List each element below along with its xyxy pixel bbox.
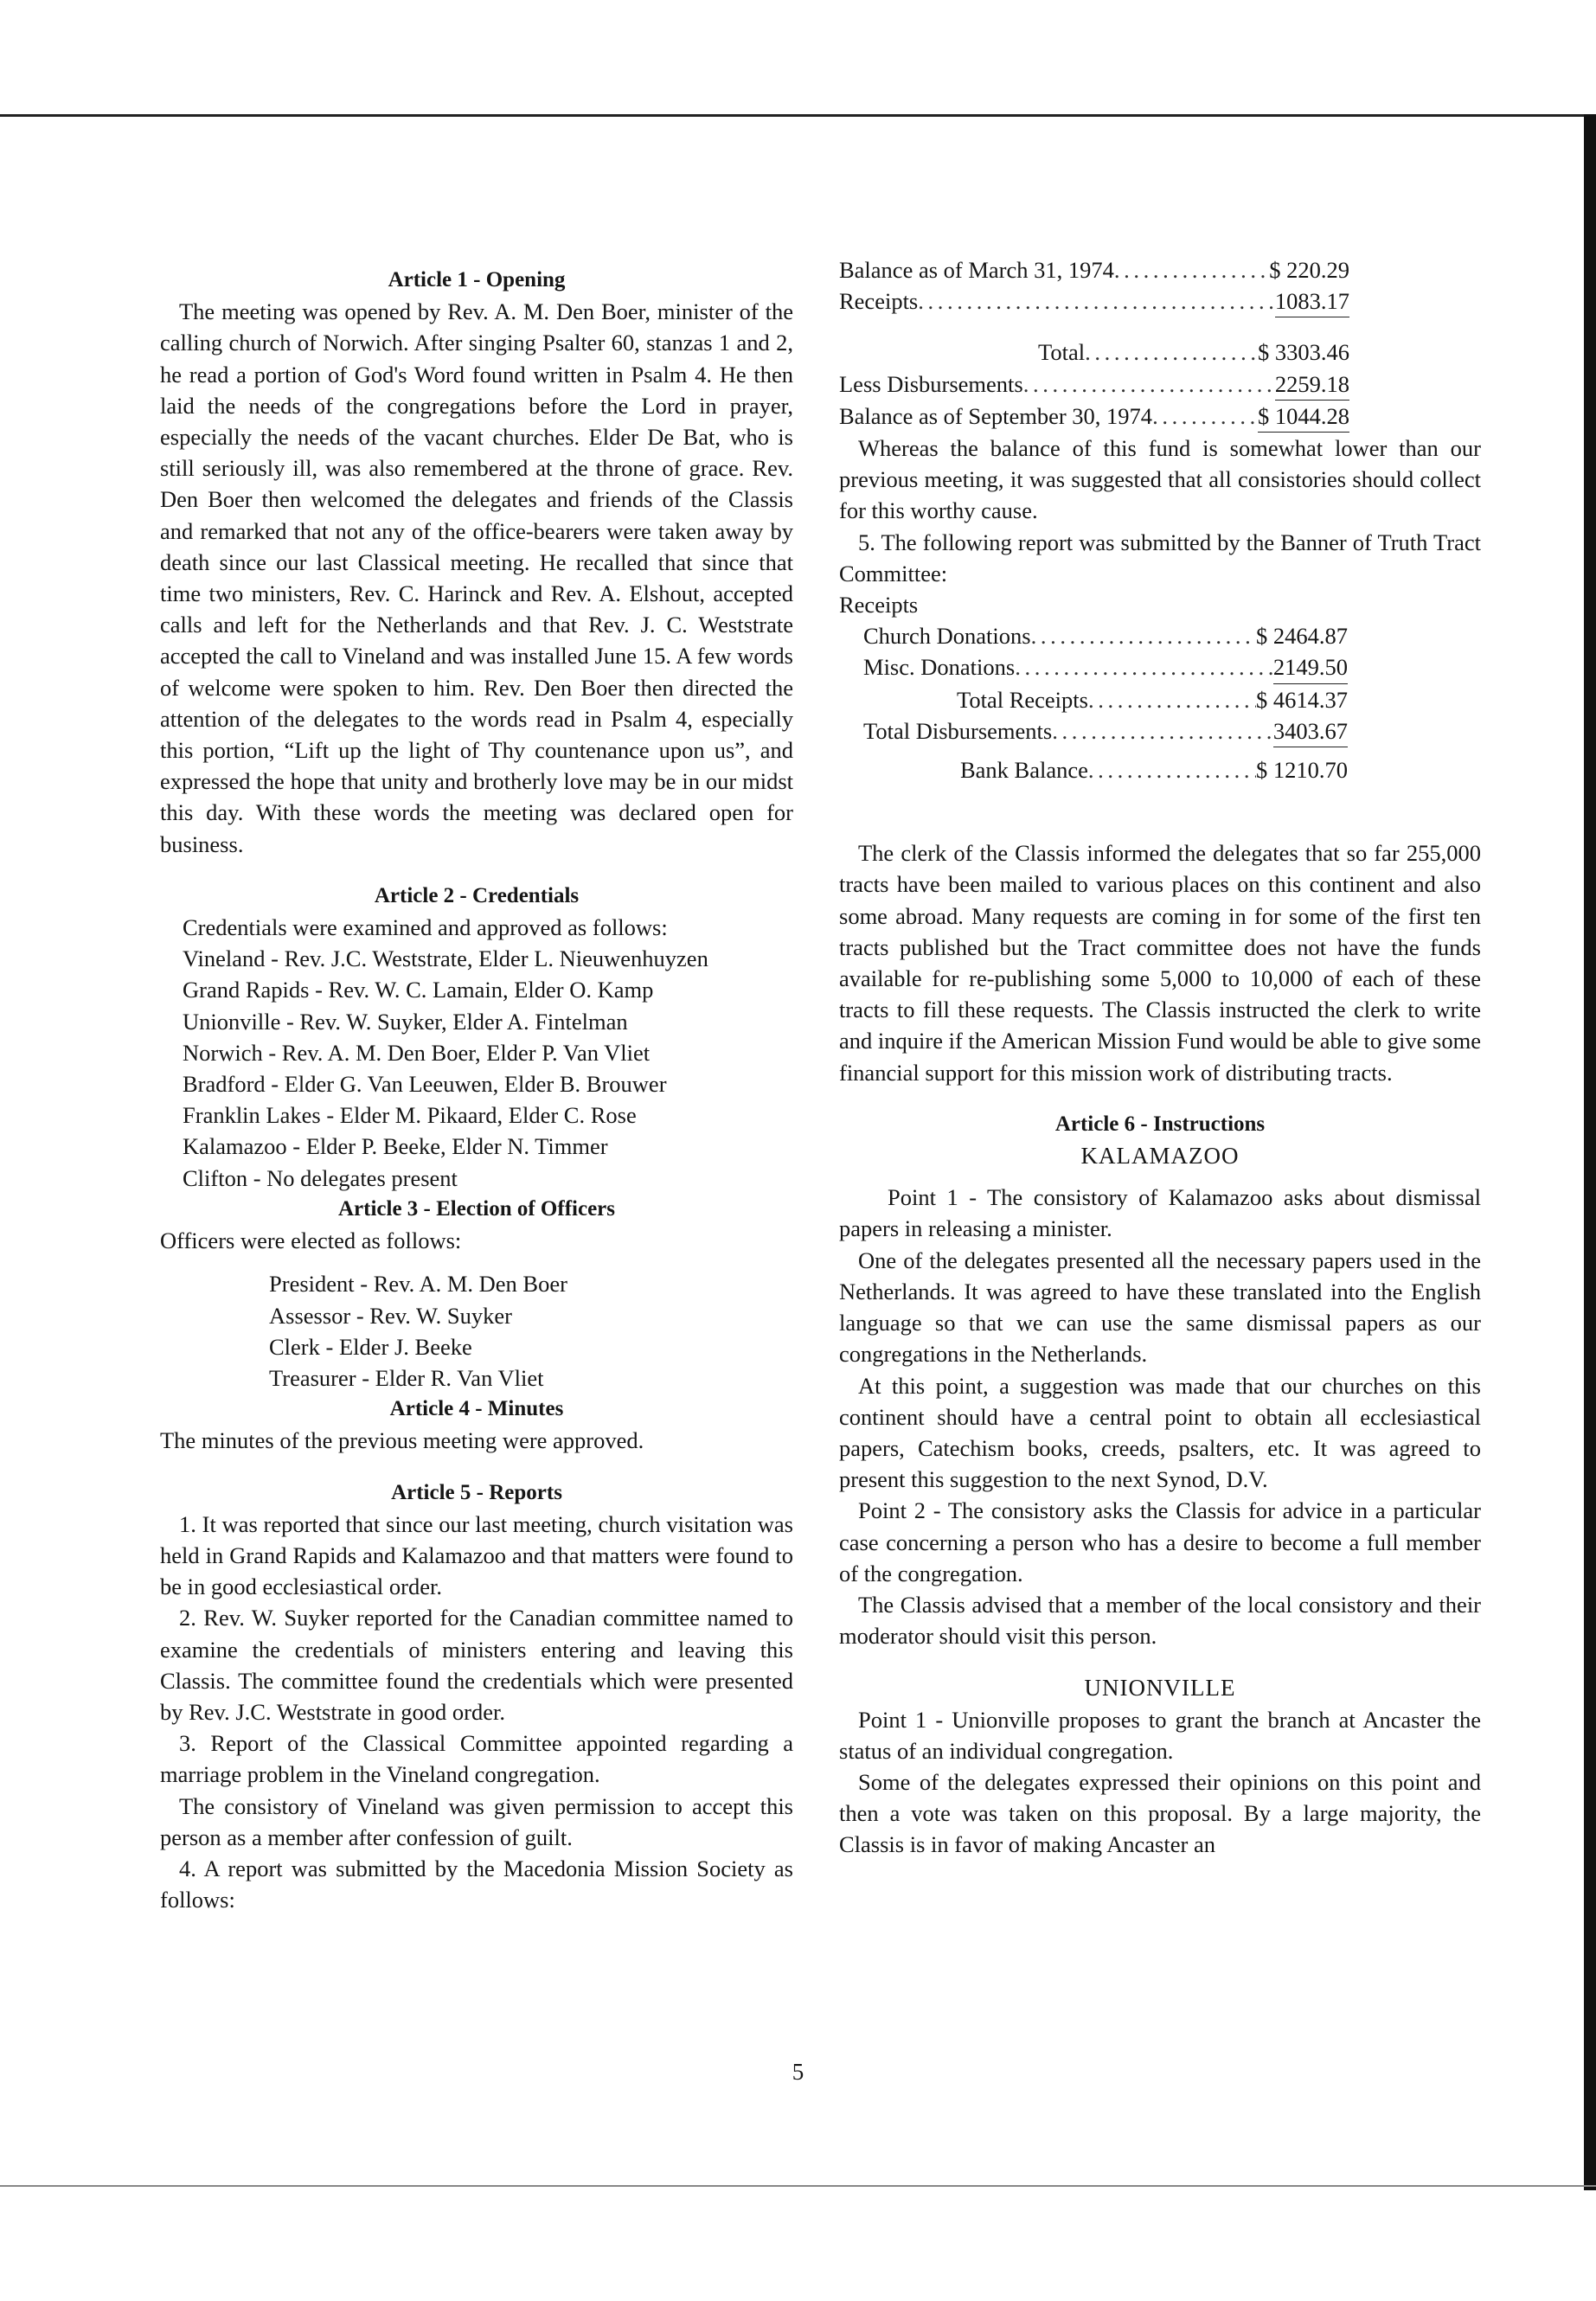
credential-line: Norwich - Rev. A. M. Den Boer, Elder P. Van Vliet [183, 1039, 651, 1066]
article-4-heading: Article 4 - Minutes [389, 1397, 564, 1421]
banner-row [863, 715, 1348, 747]
article-6-heading: Article 6 - Instructions [1054, 1112, 1266, 1136]
tract-clerk-text: The clerk of the Classis informed the delegates that so far 255,000 tracts have been mailed to various places on this continent and also some abroad. Many requests are coming in for some of the first ten tracts published but the Tract committee does not have the funds available for re-publishing some 5,000 to 10,000 of each of these tracts to fill these requests. The Classis instructed the clerk to write and inquire if the American Mission Fund would be able to give some financial support for this mission work of distributing tracts. [839, 840, 1481, 1086]
scan-top-border [0, 114, 1596, 117]
report-2-text: 2. Rev. W. Suyker reported for the Canadian committee named to examine the credentials of ministers entering and leaving this Classis. The committee found the credentials which were presented by Rev. J.C. Weststrate in good order. [160, 1605, 793, 1725]
fund-row-amount: 2259.18 [1275, 369, 1349, 401]
article-2-heading: Article 2 - Credentials [374, 883, 580, 907]
fund-row-amount: $ 220.29 [1269, 257, 1349, 283]
banner-row [863, 754, 1348, 785]
banner-row-label: Church Donations [863, 623, 1031, 650]
credential-line: Grand Rapids - Rev. W. C. Lamain, Elder O. Kamp [183, 977, 654, 1003]
article-5-heading: Article 5 - Reports [391, 1480, 562, 1504]
left-column [160, 265, 793, 1915]
banner-receipts-label: Receipts [839, 592, 919, 619]
kalamazoo-paragraph: At this point, a suggestion was made that our churches on this continent should have a central point to obtain all ecclesiastical papers, Catechism books, creeds, psalters, etc. It was agreed to present this suggestion to the next Synod, D.V. [839, 1372, 1481, 1493]
banner-intro: 5. The following report was submitted by the Banner of Truth Tract Committee: [839, 529, 1481, 586]
banner-row-amount: 3403.67 [1273, 715, 1348, 747]
fund-row [839, 336, 1349, 368]
credential-line: Unionville - Rev. W. Suyker, Elder A. Fintelman [183, 1008, 628, 1035]
right-column [839, 254, 1481, 1861]
fund-row-label: Balance as of September 30, 1974 [839, 402, 1153, 429]
banner-row [863, 651, 1348, 683]
fund-row [839, 285, 1349, 317]
credential-line: Franklin Lakes - Elder M. Pikaard, Elder C. Rose [183, 1102, 637, 1129]
credentials-intro: Credentials were examined and approved as follows: [183, 914, 668, 941]
fund-row [839, 369, 1349, 401]
banner-row-amount: $ 1210.70 [1256, 757, 1348, 784]
officer-line: Assessor - Rev. W. Suyker [269, 1302, 512, 1329]
banner-row [863, 684, 1348, 715]
report-3-text: 3. Report of the Classical Committee appointed regarding a marriage problem in the Vineland congregation. [160, 1730, 793, 1788]
fund-row-label: Less Disbursements [839, 370, 1023, 397]
fund-row-label: Total [1038, 339, 1086, 366]
banner-row [863, 620, 1348, 651]
kalamazoo-paragraph: One of the delegates presented all the necessary papers used in the Netherlands. It was agreed to have these translated into the English language so that we can use the same dismissal papers as our congregations in the Netherlands. [839, 1247, 1481, 1368]
officer-line: President - Rev. A. M. Den Boer [269, 1271, 567, 1298]
fund-row [839, 254, 1349, 285]
banner-row-label: Misc. Donations [863, 654, 1016, 681]
report-4-text: 4. A report was submitted by the Macedonia Mission Society as follows: [160, 1855, 793, 1913]
fund-row-amount: $ 3303.46 [1258, 339, 1349, 366]
credential-line: Vineland - Rev. J.C. Weststrate, Elder L. Nieuwenhuyzen [183, 945, 708, 972]
officer-line: Treasurer - Elder R. Van Vliet [269, 1364, 544, 1391]
fund-whereas-text: Whereas the balance of this fund is somewhat lower than our previous meeting, it was suggested that all consistories should collect for this worthy cause. [839, 435, 1481, 524]
banner-row-amount: $ 4614.37 [1256, 686, 1348, 713]
officers-intro: Officers were elected as follows: [160, 1227, 462, 1254]
credential-line: Clifton - No delegates present [183, 1164, 458, 1191]
fund-row-label: Receipts [839, 288, 919, 315]
fund-row-amount: $ 1044.28 [1258, 401, 1349, 433]
kalamazoo-paragraph: The Classis advised that a member of the local consistory and their moderator should visit this person. [839, 1591, 1481, 1650]
fund-row [839, 401, 1349, 433]
article-4-text: The minutes of the previous meeting were approved. [160, 1427, 644, 1454]
scan-bottom-border [0, 2185, 1596, 2187]
page-number: 5 [792, 2059, 804, 2085]
kalamazoo-point-2: Point 2 - The consistory asks the Classis for advice in a particular case concerning a person who has a desire to become a full member of the congregation. [839, 1497, 1481, 1586]
banner-row-amount: 2149.50 [1273, 651, 1348, 683]
fund-row-amount: 1083.17 [1275, 285, 1349, 317]
fund-row-label: Balance as of March 31, 1974 [839, 257, 1114, 283]
officer-line: Clerk - Elder J. Beeke [269, 1333, 472, 1360]
article-1-text: The meeting was opened by Rev. A. M. Den Boer, minister of the calling church of Norwich. After singing Psalter 60, stanzas 1 and 2, he read a portion of God's Word found written in Psalm 4. He then laid the needs of the congregations before the Lord in prayer, especially the needs of the vacant churches. Elder De Bat, who is still seriously ill, was also remembered at the throne of grace. Rev. Den Boer then welcomed the delegates and friends of the Classis and remarked that not any of the office-bearers were taken away by death since our last Classical meeting. He recalled that since that time two ministers, Rev. C. Harinck and Rev. A. Elshout, accepted calls and left for the Netherlands and that Rev. J. C. Weststrate accepted the call to Vineland and was installed June 15. A few words of welcome were spoken to him. Rev. Den Boer then directed the attention of the delegates to the words read in Psalm 4, especially this portion, “Lift up the light of Thy countenance upon us”, and expressed the hope that unity and brotherly love may be in our midst this day. With these words the meeting was declared open for business. [160, 298, 793, 857]
unionville-point-1: Point 1 - Unionville proposes to grant the branch at Ancaster the status of an individual congregation. [839, 1706, 1481, 1764]
banner-row-label: Bank Balance [960, 757, 1088, 784]
article-3-heading: Article 3 - Election of Officers [337, 1196, 615, 1221]
banner-row-amount: $ 2464.87 [1256, 623, 1348, 650]
kalamazoo-heading: KALAMAZOO [1080, 1143, 1240, 1170]
kalamazoo-point-1: Point 1 - The consistory of Kalamazoo asks about dismissal papers in releasing a minister. [839, 1184, 1481, 1242]
unionville-paragraph: Some of the delegates expressed their opinions on this point and then a vote was taken on this proposal. By a large majority, the Classis is in favor of making Ancaster an [839, 1768, 1481, 1858]
report-3-followup: The consistory of Vineland was given permission to accept this person as a member after confession of guilt. [160, 1792, 793, 1850]
banner-row-label: Total Disbursements [863, 717, 1053, 744]
scan-right-border [1584, 114, 1596, 2190]
banner-row-label: Total Receipts [957, 686, 1088, 713]
unionville-heading: UNIONVILLE [1084, 1675, 1236, 1702]
report-1-text: 1. It was reported that since our last meeting, church visitation was held in Grand Rapids and Kalamazoo and that matters were found to be in good ecclesiastical order. [160, 1510, 793, 1600]
credential-line: Kalamazoo - Elder P. Beeke, Elder N. Timmer [183, 1133, 608, 1160]
credential-line: Bradford - Elder G. Van Leeuwen, Elder B. Brouwer [183, 1071, 667, 1098]
article-1-heading: Article 1 - Opening [388, 268, 566, 292]
